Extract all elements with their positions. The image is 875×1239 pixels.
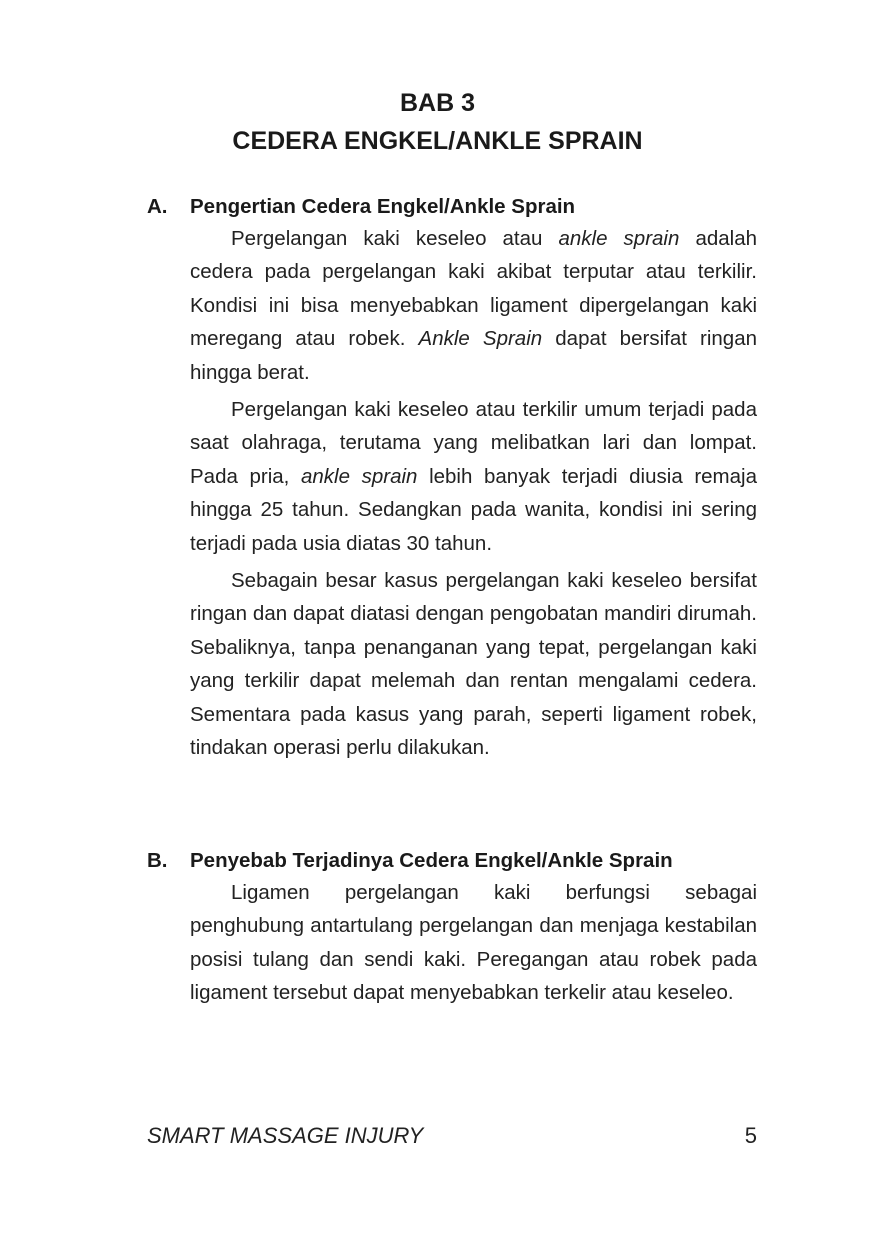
section-heading: [147, 192, 757, 222]
chapter-number: BAB 3: [399, 89, 475, 117]
paragraph: Pergelangan kaki keseleo atau ankle sprain adalah cedera pada pergelangan kaki akibat terputar atau terkilir. Kondisi ini bisa menyebabkan ligament dipergelangan kaki meregang atau robek. Ankle Sprain dapat bersifat ringan hingga berat.: [190, 227, 758, 384]
section-letter: A.: [147, 195, 168, 218]
paragraph: Pergelangan kaki keseleo atau terkilir umum terjadi pada saat olahraga, terutama yang melibatkan lari dan lompat. Pada pria, ankle sprain lebih banyak terjadi diusia remaja hingga 25 tahun. Sedangkan pada wanita, kondisi ini sering terjadi pada usia diatas 30 tahun.: [190, 398, 757, 555]
paragraph: Ligamen pergelangan kaki berfungsi sebagai penghubung antartulang pergelangan dan menjaga kestabilan posisi tulang dan sendi kaki. Peregangan atau robek pada ligament tersebut dapat menyebabkan terkelir atau keseleo.: [190, 881, 757, 1005]
page-number: 5: [744, 1123, 757, 1148]
section-heading: [147, 846, 757, 876]
chapter-title: CEDERA ENGKEL/ANKLE SPRAIN: [232, 127, 643, 155]
section-title: Penyebab Terjadinya Cedera Engkel/Ankle Sprain: [190, 849, 673, 872]
chapter-heading: [0, 84, 875, 160]
italic-term: ankle sprain: [300, 464, 418, 488]
section-b: [147, 846, 757, 1014]
italic-term: ankle sprain: [558, 227, 680, 250]
page-footer: [147, 1120, 757, 1152]
section-a: [147, 192, 757, 769]
section-letter: B.: [147, 849, 168, 872]
italic-term: Ankle Sprain: [418, 327, 543, 351]
footer-book-title: SMART MASSAGE INJURY: [147, 1123, 424, 1148]
paragraph: Sebagain besar kasus pergelangan kaki keseleo bersifat ringan dan dapat diatasi dengan pengobatan mandiri dirumah. Sebaliknya, tanpa penanganan yang tepat, pergelangan kaki yang terkilir dapat melemah dan rentan mengalami cedera. Sementara pada kasus yang parah, seperti ligament robek, tindakan operasi perlu dilakukan.: [190, 569, 757, 760]
section-title: Pengertian Cedera Engkel/Ankle Sprain: [190, 195, 576, 218]
